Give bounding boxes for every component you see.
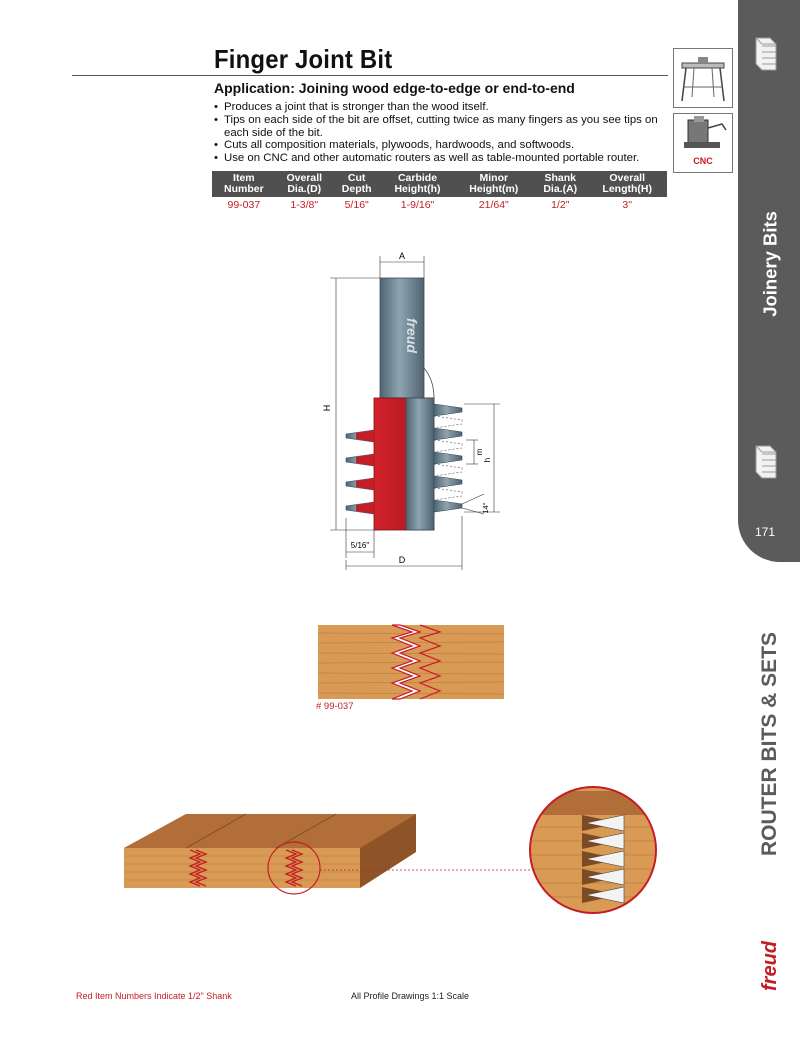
bit-profile-diagram [310, 248, 540, 578]
sample-caption: # 99-037 [316, 701, 354, 712]
feature-item: • Use on CNC and other automatic routers as well as table-mounted portable router. [214, 152, 670, 165]
col-header-shank-dia: Shank Dia.(A) [533, 171, 587, 197]
cnc-label: CNC [693, 156, 713, 166]
dim-a-label: A [398, 251, 406, 261]
col-header-overall-length: Overall Length(H) [587, 171, 667, 197]
feature-item: • Tips on each side of the bit are offset, cutting twice as many fingers as you see tips on each side of the bit. [214, 114, 670, 140]
table-row [212, 197, 667, 213]
wood-joint-icon [752, 442, 782, 482]
cell-minor-height: 21/64" [478, 199, 509, 211]
spec-table-header [212, 171, 667, 197]
dim-cut-depth-label: 5/16" [350, 541, 370, 550]
cell-cut-depth: 5/16" [344, 199, 369, 211]
cell-item-number[interactable]: 99-037 [227, 199, 261, 211]
page-title: Finger Joint Bit [214, 44, 393, 74]
col-header-carbide-height: Carbide Height(h) [381, 171, 455, 197]
joined-board-illustration [116, 808, 436, 908]
dim-h-carbide-label: h [483, 457, 492, 463]
cell-overall-length: 3" [622, 199, 632, 211]
footer-note-scale: All Profile Drawings 1:1 Scale [351, 991, 470, 1001]
footer-note-red-items: Red Item Numbers Indicate 1/2" Shank [76, 991, 232, 1001]
router-table-icon [673, 48, 733, 108]
cell-shank-dia: 1/2" [551, 199, 570, 211]
section-label [748, 610, 790, 860]
shank-brand: freud [404, 318, 420, 353]
feature-list [214, 101, 670, 165]
svg-text:ROUTER BITS & SETS: ROUTER BITS & SETS [758, 631, 781, 856]
svg-text:Joinery Bits: Joinery Bits [759, 211, 781, 317]
magnified-joint-detail [528, 775, 658, 925]
feature-item: • Produces a joint that is stronger than the wood itself. [214, 101, 670, 114]
col-header-item: Item Number [212, 171, 276, 197]
spec-table [212, 171, 667, 213]
category-label [747, 206, 791, 326]
dim-d-label: D [398, 555, 406, 565]
brand-logo [754, 925, 784, 995]
angle-label: 14° [481, 502, 490, 514]
dim-m-label: m [475, 448, 484, 456]
col-header-cut-depth: Cut Depth [333, 171, 381, 197]
page-number: 171 [754, 525, 776, 539]
sample-cut-image [318, 625, 504, 699]
cell-overall-dia: 1-3/8" [290, 199, 319, 211]
col-header-minor-height: Minor Height(m) [454, 171, 533, 197]
feature-item: • Cuts all composition materials, plywoods, hardwoods, and softwoods. [214, 139, 670, 152]
cnc-router-icon [673, 113, 733, 173]
title-rule [72, 75, 668, 76]
svg-text:freud: freud [759, 941, 781, 991]
dim-h-overall-label: H [322, 404, 332, 412]
cell-carbide-height: 1-9/16" [400, 199, 435, 211]
application-subtitle: Application: Joining wood edge-to-edge or end-to-end [214, 80, 575, 96]
col-header-overall-dia: Overall Dia.(D) [276, 171, 333, 197]
wood-joint-icon [752, 34, 782, 74]
